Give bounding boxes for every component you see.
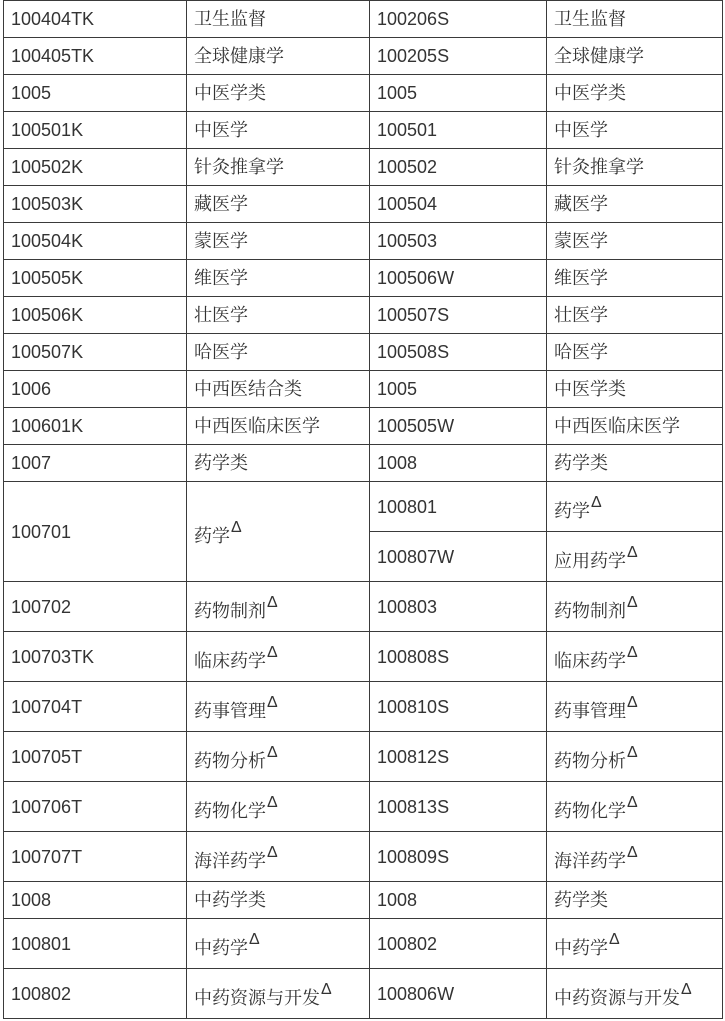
code-cell: 1005	[370, 75, 547, 112]
name-text: 海洋药学	[554, 850, 626, 871]
table-row	[4, 38, 723, 75]
name-cell: 中医学类	[187, 75, 370, 112]
code-cell: 100506W	[370, 260, 547, 297]
code-cell: 100505W	[370, 408, 547, 445]
name-cell	[187, 732, 370, 782]
name-cell: 药学类	[187, 445, 370, 482]
table-row	[4, 882, 723, 919]
name-cell: 全球健康学	[547, 38, 723, 75]
code-cell: 100504K	[4, 223, 187, 260]
name-cell	[187, 582, 370, 632]
table-row	[4, 919, 723, 969]
name-cell: 中医学	[547, 112, 723, 149]
name-cell: 蒙医学	[187, 223, 370, 260]
table-row	[4, 482, 723, 532]
code-cell: 100809S	[370, 832, 547, 882]
code-cell: 100601K	[4, 408, 187, 445]
name-text: 药事管理	[194, 700, 266, 721]
delta-mark: Δ	[267, 793, 278, 811]
code-cell: 100706T	[4, 782, 187, 832]
name-text: 药物化学	[194, 800, 266, 821]
delta-mark: Δ	[267, 593, 278, 611]
delta-mark: Δ	[591, 493, 602, 511]
table-row	[4, 112, 723, 149]
code-comparison-table	[3, 0, 723, 1019]
name-cell: 中医学类	[547, 75, 723, 112]
name-cell	[547, 832, 723, 882]
table-row	[4, 832, 723, 882]
code-cell: 100813S	[370, 782, 547, 832]
name-text: 药事管理	[554, 700, 626, 721]
code-cell: 100704T	[4, 682, 187, 732]
name-text: 中药资源与开发	[554, 987, 680, 1008]
code-cell: 100501K	[4, 112, 187, 149]
name-cell: 藏医学	[547, 186, 723, 223]
table-row	[4, 260, 723, 297]
code-cell: 1008	[370, 882, 547, 919]
table-row	[4, 969, 723, 1019]
code-cell: 100801	[370, 482, 547, 532]
name-cell	[187, 682, 370, 732]
table-row	[4, 223, 723, 260]
table-row	[4, 75, 723, 112]
name-cell: 维医学	[547, 260, 723, 297]
name-cell: 药学类	[547, 445, 723, 482]
name-cell	[547, 582, 723, 632]
code-cell: 100503K	[4, 186, 187, 223]
code-cell: 100803	[370, 582, 547, 632]
name-cell	[547, 919, 723, 969]
name-cell	[547, 969, 723, 1019]
delta-mark: Δ	[267, 693, 278, 711]
name-cell: 哈医学	[187, 334, 370, 371]
code-cell: 100707T	[4, 832, 187, 882]
delta-mark: Δ	[681, 980, 692, 998]
code-cell: 100807W	[370, 532, 547, 582]
name-cell: 维医学	[187, 260, 370, 297]
name-text: 药物分析	[554, 750, 626, 771]
code-cell: 100502K	[4, 149, 187, 186]
name-cell	[187, 782, 370, 832]
name-text: 海洋药学	[194, 850, 266, 871]
code-cell: 100504	[370, 186, 547, 223]
code-cell: 1005	[4, 75, 187, 112]
name-cell	[547, 732, 723, 782]
code-cell: 100507K	[4, 334, 187, 371]
delta-mark: Δ	[627, 743, 638, 761]
code-cell: 1006	[4, 371, 187, 408]
name-text: 药学	[554, 500, 590, 521]
table-row	[4, 682, 723, 732]
name-cell: 卫生监督	[547, 1, 723, 38]
name-text: 药物化学	[554, 800, 626, 821]
name-cell: 藏医学	[187, 186, 370, 223]
table-row	[4, 334, 723, 371]
name-cell	[547, 532, 723, 582]
code-cell: 100206S	[370, 1, 547, 38]
name-text: 中药资源与开发	[194, 987, 320, 1008]
name-cell: 中医学	[187, 112, 370, 149]
code-cell: 1005	[370, 371, 547, 408]
code-cell: 100508S	[370, 334, 547, 371]
code-cell: 100801	[4, 919, 187, 969]
delta-mark: Δ	[321, 980, 332, 998]
table-row	[4, 408, 723, 445]
code-cell: 100806W	[370, 969, 547, 1019]
code-cell: 100405TK	[4, 38, 187, 75]
code-cell: 100501	[370, 112, 547, 149]
table-row	[4, 782, 723, 832]
code-cell: 100705T	[4, 732, 187, 782]
delta-mark: Δ	[267, 843, 278, 861]
delta-mark: Δ	[627, 693, 638, 711]
name-cell	[187, 632, 370, 682]
table-row	[4, 1, 723, 38]
name-cell	[547, 632, 723, 682]
name-cell	[187, 969, 370, 1019]
name-text: 药学	[194, 525, 230, 546]
code-cell: 100505K	[4, 260, 187, 297]
code-cell: 100506K	[4, 297, 187, 334]
name-cell: 中药学类	[187, 882, 370, 919]
table-row	[4, 732, 723, 782]
code-cell: 100507S	[370, 297, 547, 334]
name-cell	[187, 482, 370, 582]
code-cell: 100812S	[370, 732, 547, 782]
code-cell: 1008	[4, 882, 187, 919]
name-cell	[547, 482, 723, 532]
delta-mark: Δ	[627, 843, 638, 861]
delta-mark: Δ	[231, 518, 242, 536]
name-text: 应用药学	[554, 550, 626, 571]
name-text: 临床药学	[554, 650, 626, 671]
name-cell: 针灸推拿学	[547, 149, 723, 186]
name-cell: 中西医结合类	[187, 371, 370, 408]
code-cell: 100808S	[370, 632, 547, 682]
code-cell: 100802	[370, 919, 547, 969]
name-cell	[547, 682, 723, 732]
code-cell: 100205S	[370, 38, 547, 75]
name-text: 临床药学	[194, 650, 266, 671]
name-text: 药物制剂	[554, 600, 626, 621]
code-cell: 100502	[370, 149, 547, 186]
code-cell: 100701	[4, 482, 187, 582]
delta-mark: Δ	[627, 543, 638, 561]
delta-mark: Δ	[267, 643, 278, 661]
name-cell: 全球健康学	[187, 38, 370, 75]
delta-mark: Δ	[627, 593, 638, 611]
name-text: 药物制剂	[194, 600, 266, 621]
name-cell: 中医学类	[547, 371, 723, 408]
table-row	[4, 297, 723, 334]
name-cell: 针灸推拿学	[187, 149, 370, 186]
delta-mark: Δ	[249, 930, 260, 948]
table-row	[4, 632, 723, 682]
name-cell: 中西医临床医学	[187, 408, 370, 445]
name-cell: 药学类	[547, 882, 723, 919]
name-cell: 卫生监督	[187, 1, 370, 38]
table-row	[4, 149, 723, 186]
delta-mark: Δ	[627, 793, 638, 811]
name-text: 中药学	[554, 937, 608, 958]
code-cell: 100802	[4, 969, 187, 1019]
name-cell: 蒙医学	[547, 223, 723, 260]
code-cell: 100702	[4, 582, 187, 632]
table-row	[4, 582, 723, 632]
name-cell: 中西医临床医学	[547, 408, 723, 445]
code-cell: 100404TK	[4, 1, 187, 38]
name-cell: 壮医学	[187, 297, 370, 334]
code-cell: 1008	[370, 445, 547, 482]
name-text: 药物分析	[194, 750, 266, 771]
table-row	[4, 445, 723, 482]
name-cell	[187, 832, 370, 882]
name-cell	[547, 782, 723, 832]
code-cell: 1007	[4, 445, 187, 482]
code-cell: 100503	[370, 223, 547, 260]
name-cell: 壮医学	[547, 297, 723, 334]
code-cell: 100703TK	[4, 632, 187, 682]
delta-mark: Δ	[627, 643, 638, 661]
name-text: 中药学	[194, 937, 248, 958]
delta-mark: Δ	[609, 930, 620, 948]
table-row	[4, 186, 723, 223]
table-row	[4, 371, 723, 408]
name-cell	[187, 919, 370, 969]
name-cell: 哈医学	[547, 334, 723, 371]
code-cell: 100810S	[370, 682, 547, 732]
delta-mark: Δ	[267, 743, 278, 761]
